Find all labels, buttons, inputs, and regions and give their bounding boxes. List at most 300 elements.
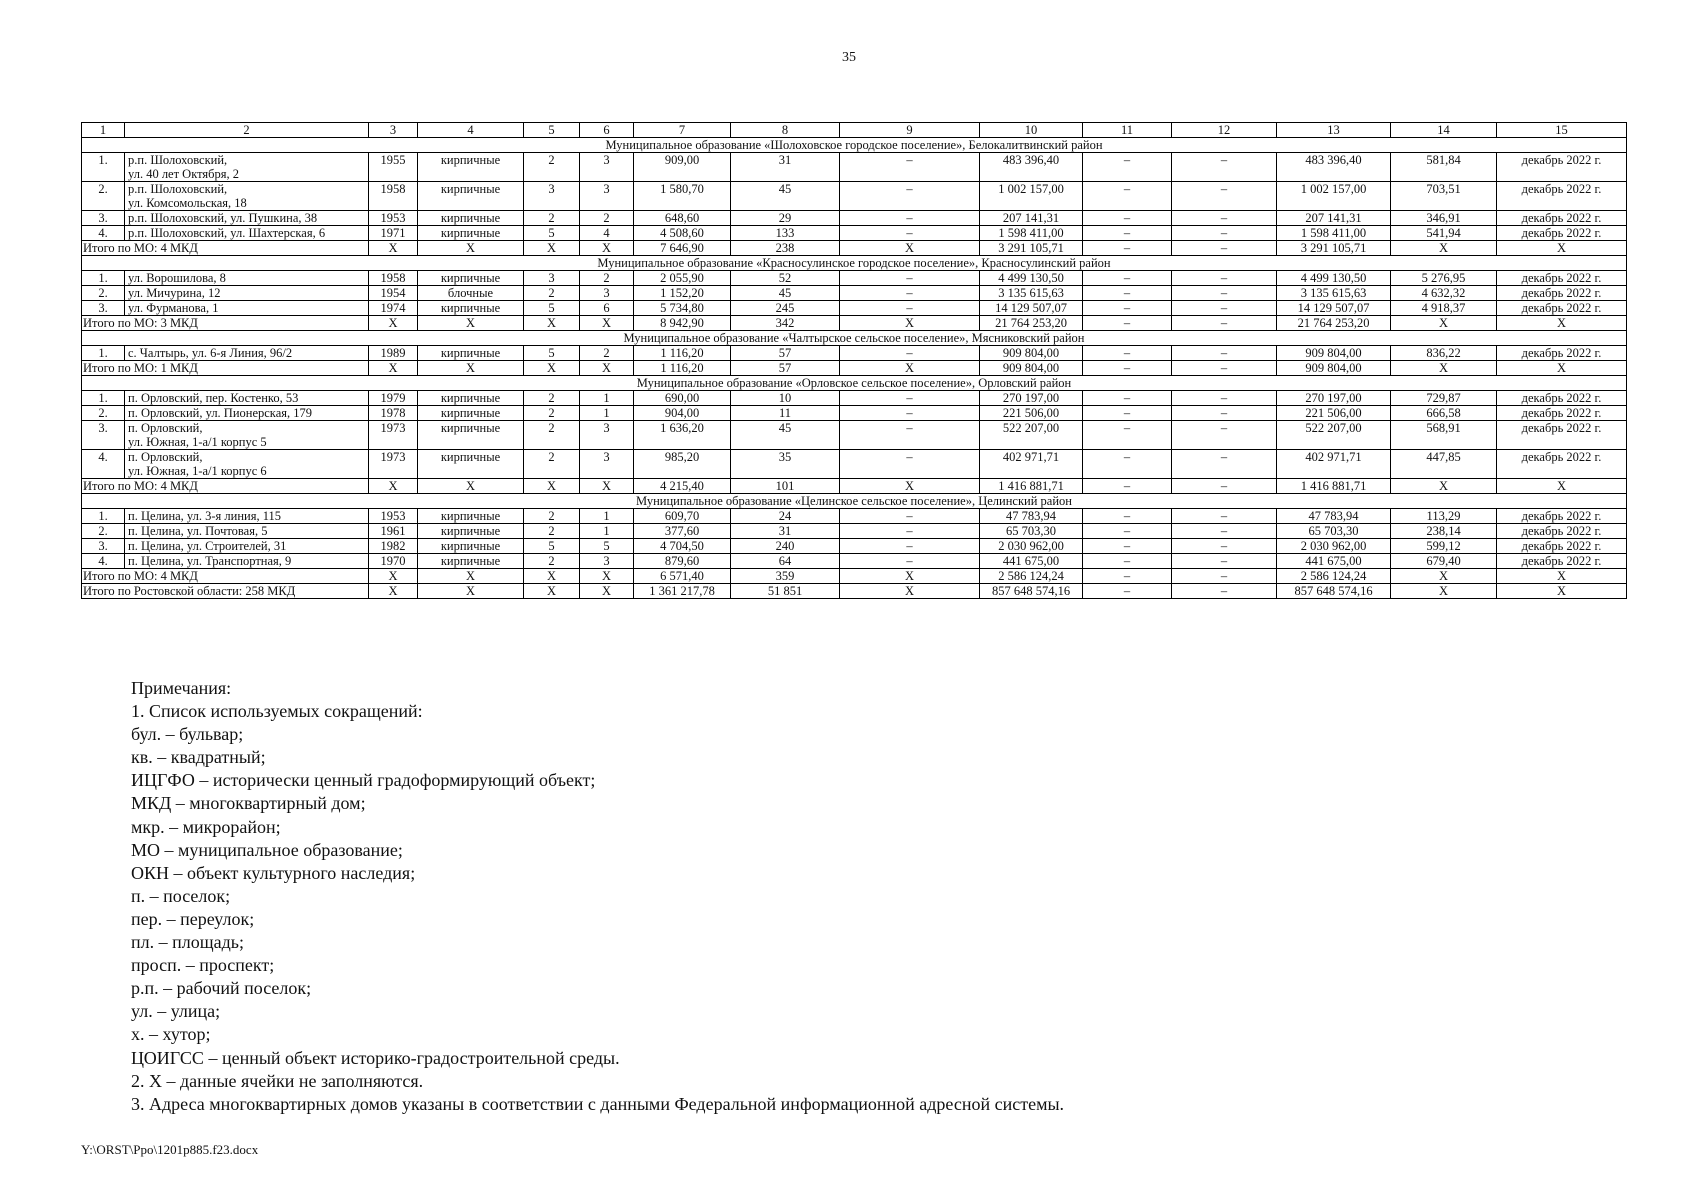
total-cell: X [840, 241, 980, 256]
table-cell: 1961 [369, 524, 418, 539]
table-cell: 3. [82, 421, 125, 450]
total-cell: X [580, 479, 634, 494]
note-line: ИЦГФО – исторически ценный градоформирующий объект; [131, 770, 596, 791]
table-cell: 57 [731, 346, 840, 361]
table-cell: 2 [524, 286, 580, 301]
table-cell: 581,84 [1391, 153, 1497, 182]
total-cell: X [369, 569, 418, 584]
total-cell: – [1172, 361, 1277, 376]
table-row [82, 406, 1627, 421]
table-cell: 2 [524, 450, 580, 479]
total-label: Итого по МО: 4 МКД [82, 241, 369, 256]
table-cell: 1979 [369, 391, 418, 406]
total-cell: X [1391, 584, 1497, 599]
column-number-cell: 14 [1391, 123, 1497, 138]
table-cell: 1954 [369, 286, 418, 301]
total-cell: 6 571,40 [634, 569, 731, 584]
table-cell: 6 [580, 301, 634, 316]
total-cell: 909 804,00 [980, 361, 1083, 376]
table-cell: 648,60 [634, 211, 731, 226]
total-cell: X [1497, 584, 1627, 599]
table-cell: 1 152,20 [634, 286, 731, 301]
table-cell: – [840, 271, 980, 286]
column-number-cell: 10 [980, 123, 1083, 138]
table-cell: 45 [731, 421, 840, 450]
total-cell: X [580, 584, 634, 599]
table-cell: – [1172, 554, 1277, 569]
table-cell: декабрь 2022 г. [1497, 391, 1627, 406]
table-cell: – [840, 301, 980, 316]
table-cell: 5 734,80 [634, 301, 731, 316]
table-row [82, 539, 1627, 554]
table-cell: 909,00 [634, 153, 731, 182]
table-cell: 2 055,90 [634, 271, 731, 286]
table-cell: 4 704,50 [634, 539, 731, 554]
table-cell: 447,85 [1391, 450, 1497, 479]
total-cell: X [840, 361, 980, 376]
table-cell: – [1172, 509, 1277, 524]
total-cell: 857 648 574,16 [1277, 584, 1391, 599]
table-cell: – [1083, 539, 1172, 554]
total-cell: X [369, 361, 418, 376]
column-number-cell: 13 [1277, 123, 1391, 138]
total-row [82, 479, 1627, 494]
table-cell: 1. [82, 509, 125, 524]
table-cell: 522 207,00 [980, 421, 1083, 450]
table-cell: – [1083, 346, 1172, 361]
table-cell: декабрь 2022 г. [1497, 286, 1627, 301]
address-cell: с. Чалтырь, ул. 6-я Линия, 96/2 [125, 346, 369, 361]
table-cell: 441 675,00 [980, 554, 1083, 569]
total-cell: – [1172, 316, 1277, 331]
table-cell: – [1172, 286, 1277, 301]
municipality-name: Муниципальное образование «Орловское сельское поселение», Орловский район [82, 376, 1627, 391]
table-cell: 11 [731, 406, 840, 421]
table-cell: 3 [580, 450, 634, 479]
total-cell: 909 804,00 [1277, 361, 1391, 376]
table-cell: 1 [580, 509, 634, 524]
table-cell: 3. [82, 539, 125, 554]
table-cell: – [840, 406, 980, 421]
table-cell: блочные [418, 286, 524, 301]
table-cell: кирпичные [418, 421, 524, 450]
table-cell: 14 129 507,07 [1277, 301, 1391, 316]
table-cell: 3 [580, 153, 634, 182]
table-cell: 4 632,32 [1391, 286, 1497, 301]
table-cell: 1971 [369, 226, 418, 241]
table-cell: – [840, 153, 980, 182]
note-line: ул. – улица; [131, 1001, 221, 1022]
table-cell: 1953 [369, 509, 418, 524]
total-cell: X [580, 361, 634, 376]
table-cell: 3 [580, 182, 634, 211]
total-row [82, 569, 1627, 584]
address-cell: ул. Ворошилова, 8 [125, 271, 369, 286]
table-cell: 1 [580, 391, 634, 406]
table-cell: кирпичные [418, 406, 524, 421]
table-cell: кирпичные [418, 524, 524, 539]
column-number-cell: 5 [524, 123, 580, 138]
address-cell: п. Орловский, ул. Южная, 1-а/1 корпус 6 [125, 450, 369, 479]
table-row [82, 211, 1627, 226]
table-cell: – [1083, 226, 1172, 241]
table-cell: 1 002 157,00 [980, 182, 1083, 211]
table-cell: 2 [524, 391, 580, 406]
table-cell: 666,58 [1391, 406, 1497, 421]
table-cell: 113,29 [1391, 509, 1497, 524]
table-cell: декабрь 2022 г. [1497, 509, 1627, 524]
table-cell: 133 [731, 226, 840, 241]
table-cell: 1978 [369, 406, 418, 421]
total-cell: X [369, 479, 418, 494]
table-row [82, 301, 1627, 316]
address-cell: р.п. Шолоховский, ул. 40 лет Октября, 2 [125, 153, 369, 182]
table-cell: кирпичные [418, 391, 524, 406]
table-cell: 4 [580, 226, 634, 241]
table-cell: 3. [82, 301, 125, 316]
note-line: 1. Список используемых сокращений: [131, 701, 423, 722]
table-cell: 2 [524, 524, 580, 539]
total-label: Итого по Ростовской области: 258 МКД [82, 584, 369, 599]
total-cell: X [1497, 241, 1627, 256]
table-cell: – [1083, 391, 1172, 406]
table-cell: – [1083, 153, 1172, 182]
address-cell: р.п. Шолоховский, ул. Комсомольская, 18 [125, 182, 369, 211]
municipality-section-row [82, 331, 1627, 346]
file-path: Y:\ORST\Ppo\1201p885.f23.docx [81, 1142, 259, 1157]
note-line: ОКН – объект культурного наследия; [131, 862, 416, 883]
table-cell: 65 703,30 [1277, 524, 1391, 539]
total-cell: X [369, 241, 418, 256]
table-cell: 2 [580, 211, 634, 226]
total-cell: X [369, 316, 418, 331]
table-cell: декабрь 2022 г. [1497, 450, 1627, 479]
total-row [82, 316, 1627, 331]
table-cell: 1973 [369, 450, 418, 479]
table-cell: 483 396,40 [980, 153, 1083, 182]
table-cell: – [840, 286, 980, 301]
total-row [82, 241, 1627, 256]
table-cell: – [1083, 271, 1172, 286]
table-cell: 1955 [369, 153, 418, 182]
table-cell: – [840, 182, 980, 211]
table-cell: 2 [524, 211, 580, 226]
total-cell: 101 [731, 479, 840, 494]
total-cell: X [524, 479, 580, 494]
table-cell: 729,87 [1391, 391, 1497, 406]
address-cell: ул. Фурманова, 1 [125, 301, 369, 316]
total-cell: X [840, 479, 980, 494]
note-line: пл. – площадь; [131, 932, 244, 953]
table-cell: 3 [580, 421, 634, 450]
address-cell: п. Целина, ул. Строителей, 31 [125, 539, 369, 554]
table-cell: 1958 [369, 271, 418, 286]
table-cell: 5 [524, 539, 580, 554]
total-label: Итого по МО: 4 МКД [82, 479, 369, 494]
table-cell: 1973 [369, 421, 418, 450]
table-cell: – [840, 554, 980, 569]
column-number-cell: 9 [840, 123, 980, 138]
total-cell: 4 215,40 [634, 479, 731, 494]
table-cell: 45 [731, 182, 840, 211]
table-cell: 1958 [369, 182, 418, 211]
table-row [82, 153, 1627, 182]
table-cell: кирпичные [418, 153, 524, 182]
table-cell: 52 [731, 271, 840, 286]
table-cell: кирпичные [418, 226, 524, 241]
note-line: кв. – квадратный; [131, 747, 266, 768]
table-cell: 2 [524, 509, 580, 524]
table-cell: 31 [731, 153, 840, 182]
municipality-section-row [82, 494, 1627, 509]
total-cell: – [1083, 584, 1172, 599]
table-cell: кирпичные [418, 346, 524, 361]
table-cell: 2 [524, 406, 580, 421]
total-cell: 1 116,20 [634, 361, 731, 376]
table-cell: 4 499 130,50 [1277, 271, 1391, 286]
table-cell: – [1172, 153, 1277, 182]
table-cell: 1953 [369, 211, 418, 226]
total-cell: 238 [731, 241, 840, 256]
table-cell: 65 703,30 [980, 524, 1083, 539]
column-number-cell: 15 [1497, 123, 1627, 138]
total-cell: X [1497, 479, 1627, 494]
table-cell: – [1172, 391, 1277, 406]
table-cell: – [1083, 286, 1172, 301]
table-cell: 402 971,71 [1277, 450, 1391, 479]
table-cell: – [1172, 271, 1277, 286]
total-cell: – [1083, 569, 1172, 584]
table-cell: 836,22 [1391, 346, 1497, 361]
table-cell: – [1083, 421, 1172, 450]
total-cell: X [1391, 361, 1497, 376]
total-cell: X [1391, 479, 1497, 494]
table-cell: – [1172, 539, 1277, 554]
table-cell: 3 135 615,63 [1277, 286, 1391, 301]
table-cell: 1974 [369, 301, 418, 316]
note-line: р.п. – рабочий поселок; [131, 978, 312, 999]
municipality-name: Муниципальное образование «Шолоховское городское поселение», Белокалитвинский район [82, 138, 1627, 153]
total-cell: 1 416 881,71 [980, 479, 1083, 494]
total-cell: 1 361 217,78 [634, 584, 731, 599]
total-cell: 2 586 124,24 [980, 569, 1083, 584]
table-cell: 2 [524, 421, 580, 450]
table-cell: 703,51 [1391, 182, 1497, 211]
column-number-cell: 4 [418, 123, 524, 138]
address-cell: р.п. Шолоховский, ул. Шахтерская, 6 [125, 226, 369, 241]
table-cell: 24 [731, 509, 840, 524]
note-line: 3. Адреса многоквартирных домов указаны в соответствии с данными Федеральной информационной адресной системы. [131, 1093, 1065, 1114]
address-cell: п. Целина, ул. Почтовая, 5 [125, 524, 369, 539]
total-label: Итого по МО: 1 МКД [82, 361, 369, 376]
total-cell: X [840, 569, 980, 584]
total-cell: 1 416 881,71 [1277, 479, 1391, 494]
table-cell: 5 [524, 346, 580, 361]
page-number: 35 [842, 50, 856, 65]
table-cell: кирпичные [418, 271, 524, 286]
note-line: х. – хутор; [131, 1024, 211, 1045]
table-cell: 5 276,95 [1391, 271, 1497, 286]
total-cell: X [1497, 361, 1627, 376]
total-cell: 8 942,90 [634, 316, 731, 331]
table-cell: 3 [580, 554, 634, 569]
table-cell: 346,91 [1391, 211, 1497, 226]
total-cell: 21 764 253,20 [1277, 316, 1391, 331]
column-number-row [82, 123, 1627, 138]
table-cell: 2 [580, 271, 634, 286]
table-cell: 1 636,20 [634, 421, 731, 450]
table-row [82, 226, 1627, 241]
table-cell: 1. [82, 153, 125, 182]
total-cell: – [1172, 584, 1277, 599]
table-cell: – [1172, 182, 1277, 211]
municipality-name: Муниципальное образование «Красносулинское городское поселение», Красносулинский район [82, 256, 1627, 271]
column-number-cell: 8 [731, 123, 840, 138]
table-row [82, 421, 1627, 450]
table-cell: 568,91 [1391, 421, 1497, 450]
note-line: бул. – бульвар; [131, 724, 244, 745]
table-cell: 522 207,00 [1277, 421, 1391, 450]
table-cell: 483 396,40 [1277, 153, 1391, 182]
table-cell: декабрь 2022 г. [1497, 182, 1627, 211]
table-cell: 207 141,31 [1277, 211, 1391, 226]
table-row [82, 391, 1627, 406]
table-cell: 29 [731, 211, 840, 226]
table-cell: кирпичные [418, 301, 524, 316]
table-cell: – [840, 391, 980, 406]
table-cell: 238,14 [1391, 524, 1497, 539]
table-cell: 2. [82, 182, 125, 211]
table-row [82, 509, 1627, 524]
table-cell: кирпичные [418, 554, 524, 569]
table-cell: декабрь 2022 г. [1497, 539, 1627, 554]
table-cell: – [1083, 211, 1172, 226]
table-cell: 4 499 130,50 [980, 271, 1083, 286]
table-cell: 31 [731, 524, 840, 539]
table-cell: – [1083, 450, 1172, 479]
table-cell: 5 [524, 226, 580, 241]
table-cell: декабрь 2022 г. [1497, 211, 1627, 226]
table-cell: 1 580,70 [634, 182, 731, 211]
table-cell: 221 506,00 [1277, 406, 1391, 421]
table-cell: – [1172, 450, 1277, 479]
table-cell: 1 598 411,00 [980, 226, 1083, 241]
table-cell: – [1172, 421, 1277, 450]
table-cell: 441 675,00 [1277, 554, 1391, 569]
table-cell: декабрь 2022 г. [1497, 346, 1627, 361]
address-cell: п. Целина, ул. 3-я линия, 115 [125, 509, 369, 524]
table-cell: – [1172, 226, 1277, 241]
table-cell: декабрь 2022 г. [1497, 301, 1627, 316]
total-cell: – [1083, 241, 1172, 256]
table-cell: – [1172, 211, 1277, 226]
total-label: Итого по МО: 3 МКД [82, 316, 369, 331]
table-cell: 1982 [369, 539, 418, 554]
total-cell: 7 646,90 [634, 241, 731, 256]
table-cell: 2. [82, 286, 125, 301]
table-cell: 4. [82, 450, 125, 479]
total-cell: X [418, 479, 524, 494]
table-cell: – [1083, 524, 1172, 539]
total-cell: – [1083, 479, 1172, 494]
table-cell: 1 598 411,00 [1277, 226, 1391, 241]
total-cell: X [418, 569, 524, 584]
table-cell: 270 197,00 [980, 391, 1083, 406]
table-cell: 3 [580, 286, 634, 301]
municipality-section-row [82, 256, 1627, 271]
table-cell: декабрь 2022 г. [1497, 271, 1627, 286]
table-cell: 2 030 962,00 [1277, 539, 1391, 554]
total-cell: X [524, 361, 580, 376]
table-cell: декабрь 2022 г. [1497, 153, 1627, 182]
table-cell: 1. [82, 271, 125, 286]
table-cell: 3 [524, 271, 580, 286]
table-cell: 1 116,20 [634, 346, 731, 361]
table-cell: 4. [82, 226, 125, 241]
table-cell: – [1083, 509, 1172, 524]
total-cell: X [369, 584, 418, 599]
table-cell: 1989 [369, 346, 418, 361]
column-number-cell: 1 [82, 123, 125, 138]
total-cell: X [580, 569, 634, 584]
table-cell: 909 804,00 [1277, 346, 1391, 361]
total-cell: – [1172, 479, 1277, 494]
note-line: просп. – проспект; [131, 955, 275, 976]
note-line: мкр. – микрорайон; [131, 816, 281, 837]
table-cell: – [1172, 346, 1277, 361]
total-cell: X [418, 316, 524, 331]
table-cell: 2 [524, 554, 580, 569]
table-cell: – [1172, 406, 1277, 421]
table-cell: – [840, 509, 980, 524]
table-cell: 5 [580, 539, 634, 554]
table-cell: 1. [82, 346, 125, 361]
housing-table [81, 122, 1627, 599]
column-number-cell: 2 [125, 123, 369, 138]
total-cell: X [418, 361, 524, 376]
table-cell: 45 [731, 286, 840, 301]
table-cell: кирпичные [418, 509, 524, 524]
table-cell: 1 [580, 524, 634, 539]
table-cell: 909 804,00 [980, 346, 1083, 361]
address-cell: п. Орловский, ул. Пионерская, 179 [125, 406, 369, 421]
note-line: пер. – переулок; [131, 908, 255, 929]
table-cell: 35 [731, 450, 840, 479]
table-cell: 402 971,71 [980, 450, 1083, 479]
total-cell: X [1497, 316, 1627, 331]
note-line: МО – муниципальное образование; [131, 839, 403, 860]
table-cell: 10 [731, 391, 840, 406]
table-cell: 904,00 [634, 406, 731, 421]
address-cell: ул. Мичурина, 12 [125, 286, 369, 301]
total-cell: X [524, 241, 580, 256]
table-cell: 609,70 [634, 509, 731, 524]
table-cell: 4 918,37 [1391, 301, 1497, 316]
column-number-cell: 12 [1172, 123, 1277, 138]
table-cell: – [840, 450, 980, 479]
table-cell: 47 783,94 [980, 509, 1083, 524]
municipality-name: Муниципальное образование «Чалтырское сельское поселение», Мясниковский район [82, 331, 1627, 346]
table-cell: 2. [82, 524, 125, 539]
table-cell: 879,60 [634, 554, 731, 569]
table-cell: декабрь 2022 г. [1497, 524, 1627, 539]
table-cell: 240 [731, 539, 840, 554]
total-cell: 51 851 [731, 584, 840, 599]
table-cell: 3. [82, 211, 125, 226]
note-line: МКД – многоквартирный дом; [131, 793, 366, 814]
municipality-section-row [82, 138, 1627, 153]
table-cell: 679,40 [1391, 554, 1497, 569]
